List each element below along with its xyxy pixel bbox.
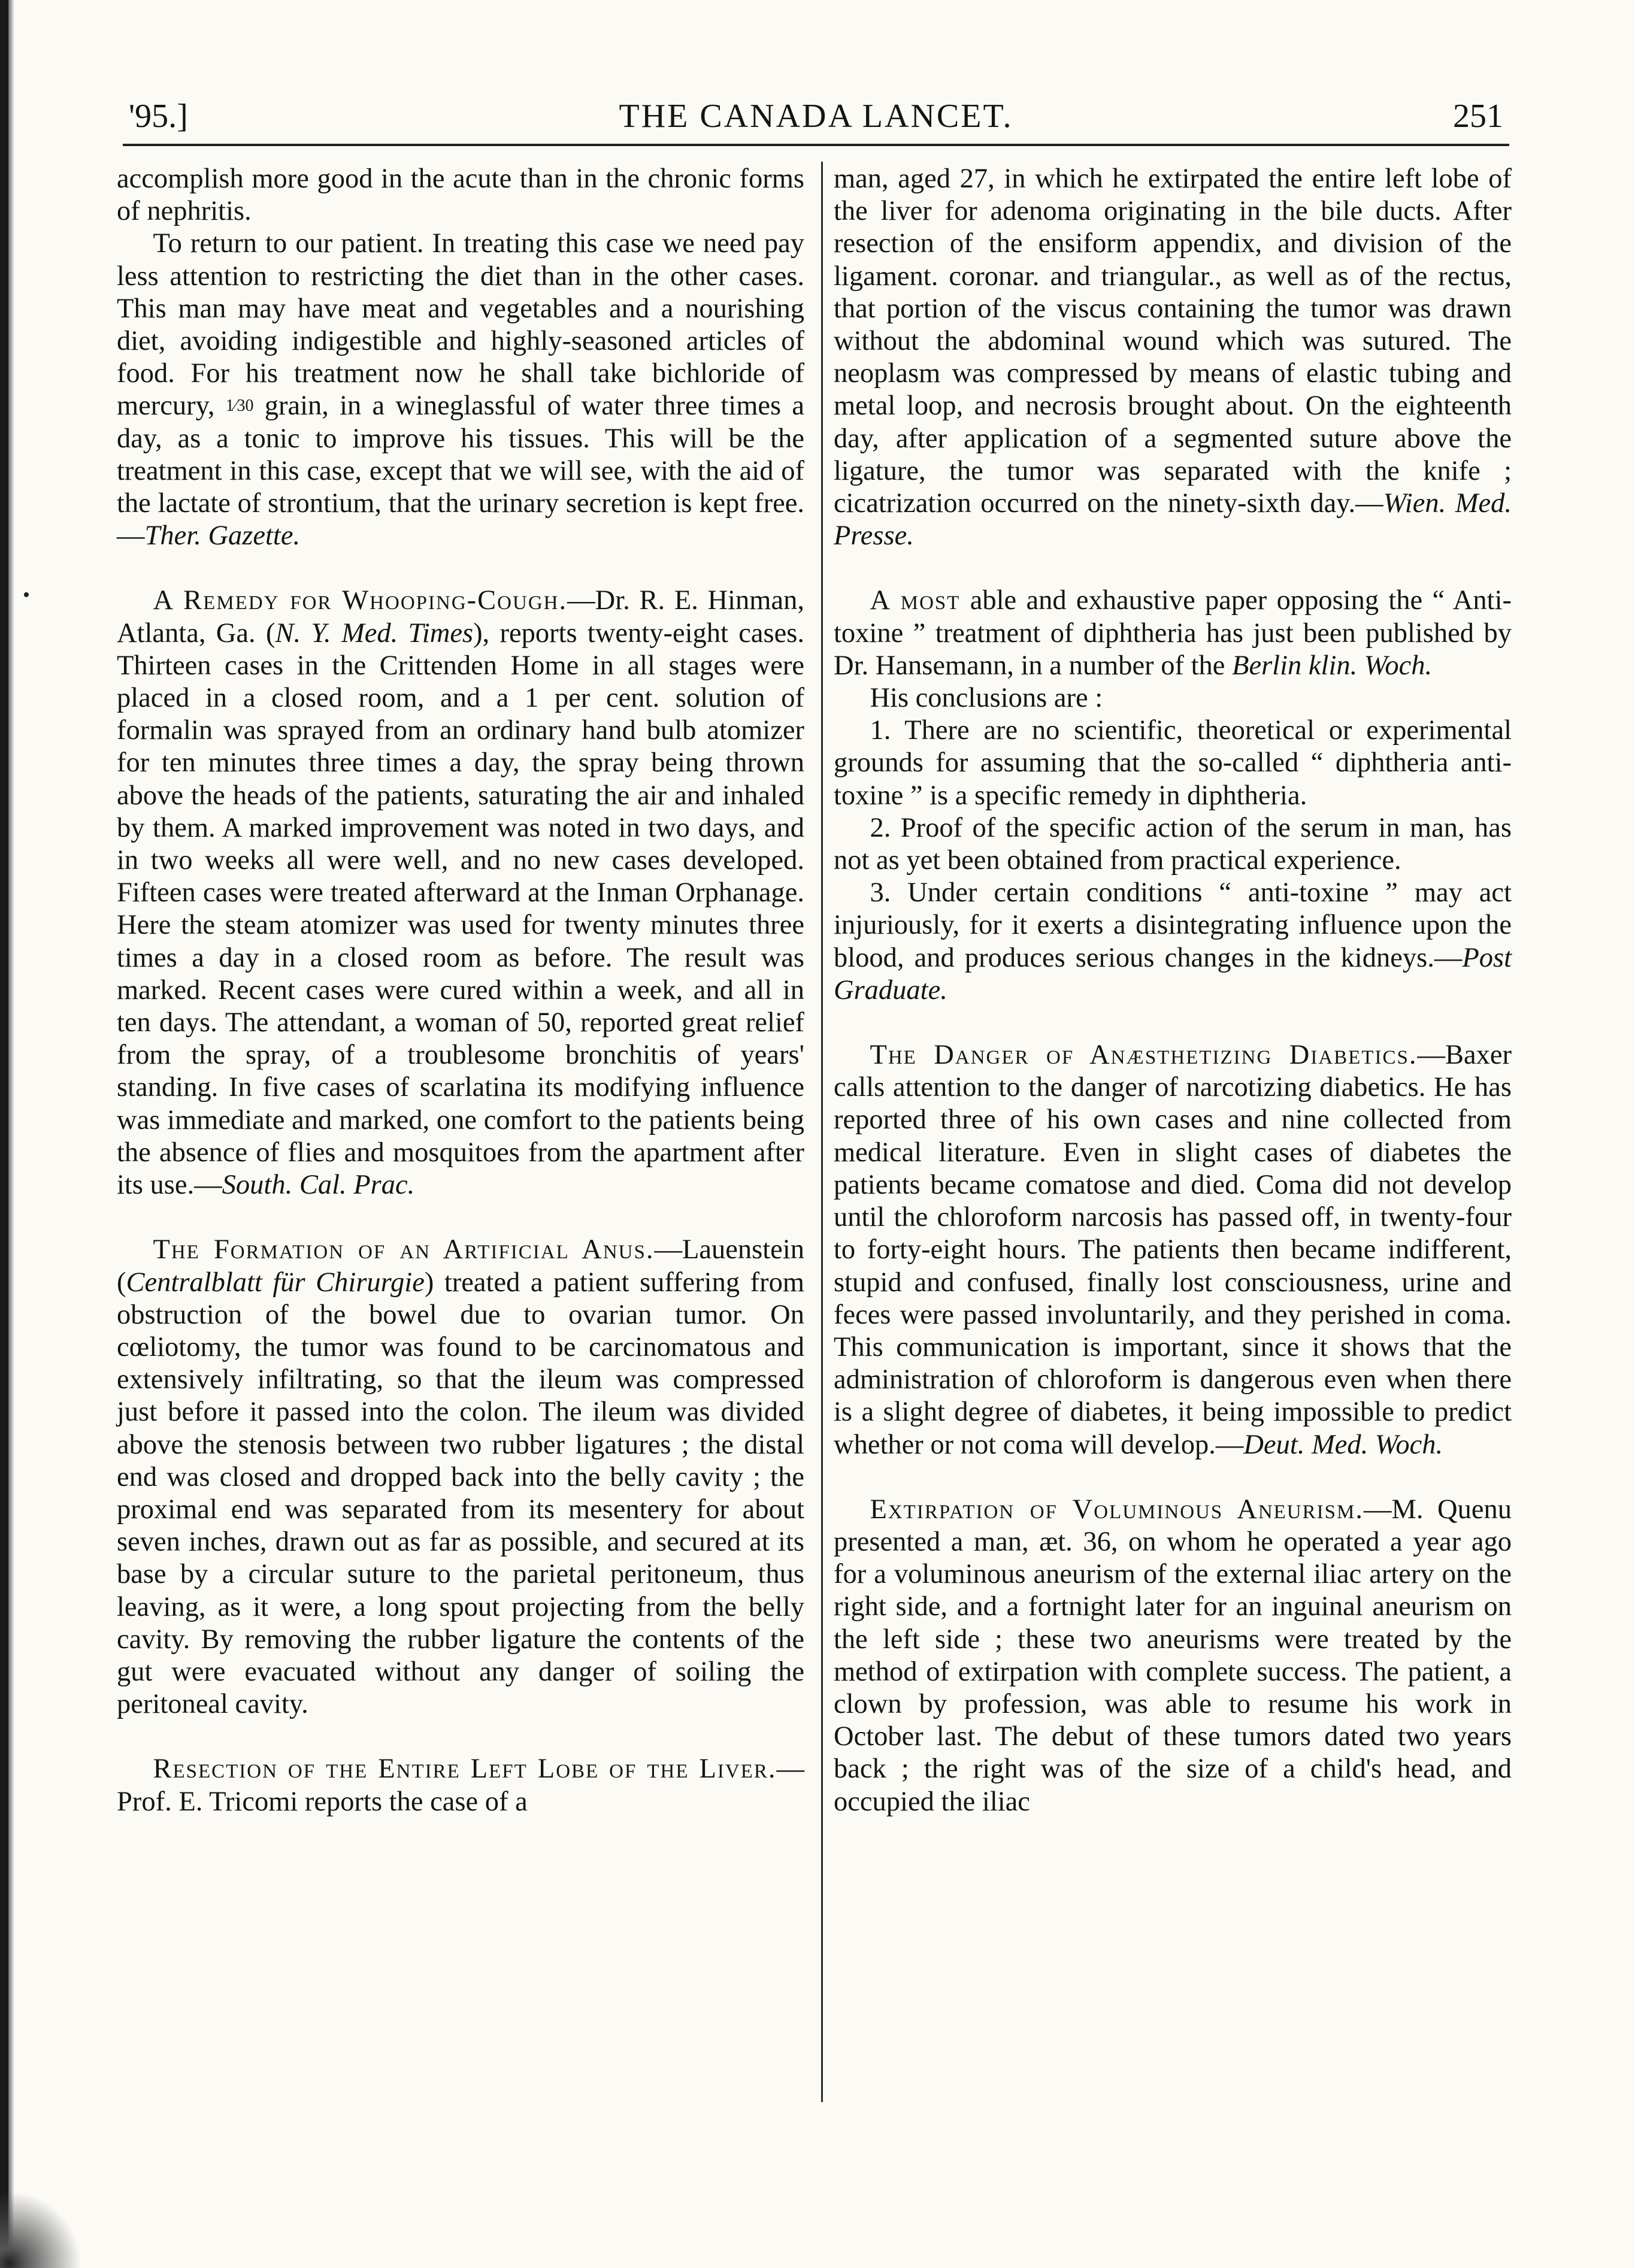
section-gap [834, 1461, 1512, 1494]
conclusion-item: 2. Proof of the specific action of the serum in man, has not as yet been obtained from practical experience. [834, 812, 1512, 876]
fraction: 1⁄30 [225, 396, 254, 416]
header-year: '95.] [129, 98, 188, 135]
source-citation: South. Cal. Prac. [222, 1170, 415, 1201]
article-anaesthetizing-diabetics [834, 1039, 1512, 1461]
article-voluminous-aneurism [834, 1494, 1512, 1818]
section-gap [117, 1721, 804, 1753]
section-gap [117, 552, 804, 585]
page-number: 251 [1453, 98, 1503, 135]
text-run: ), reports twenty-eight cases. Thirteen cases in the Crittenden Home in all stages were placed in a closed room, and a 1 per cent. solution of formalin was sprayed from an ordinary hand bulb atomizer for ten minutes three times a day, the spray being thrown above the heads of the patients, saturating the air and inhaled by them. A marked improvement was noted in two days, and in two weeks all were well, and no new cases developed. Fifteen cases were treated afterward at the Inman Orphanage. Here the steam atomizer was used for twenty minutes three times a day in a closed room as before. The result was marked. Recent cases were cured within a week, and all in ten days. The attendant, a woman of 50, reported great relief from the spray, of a troublesome bronchitis of years' standing. In five cases of scarlatina its modifying influence was immediate and marked, one comfort to the patients being the absence of flies and mosquitoes from the apartment after its use.— [117, 617, 804, 1201]
source-citation: Ther. Gazette. [144, 520, 301, 552]
right-column [834, 163, 1512, 1818]
text-run: grain, in a wineglassful of water three times a day, as a tonic to improve his tissues. This will be the treatment in this case, except that we will see, with the aid of the lactate of strontium, that the urinary secretion is kept free.— [117, 390, 804, 552]
section-gap [834, 1007, 1512, 1039]
paragraph: accomplish more good in the acute than in the chronic forms of nephritis. [117, 163, 804, 227]
column-rule [821, 162, 823, 2102]
section-gap [834, 552, 1512, 585]
article-title: A Remedy for Whooping-Cough. [153, 585, 568, 616]
text-run: —M. Quenu presented a man, æt. 36, on whom he operated a year ago for a voluminous aneurism of the external iliac artery on the right side, and a fortnight later for an inguinal aneurism on the left side ; these two aneurisms were treated by the method of extirpation with complete success. The patient, a clown by profession, was able to resume his work in October last. The debut of these tumors dated two years back ; the right was of the size of a child's head, and occupied the iliac [834, 1494, 1512, 1817]
paragraph [834, 163, 1512, 552]
text-run: —Lauenstein ( [117, 1234, 804, 1298]
article-title: The Formation of an Artificial Anus. [153, 1234, 655, 1265]
text-run: 3. Under certain conditions “ anti-toxine ” may act injuriously, for it exerts a disintegrating influence upon the blood, and produces serious changes in the kidneys.— [834, 877, 1512, 973]
source-citation: Post Graduate. [834, 942, 1512, 1006]
conclusion-item: 1. There are no scientific, theoretical or experimental grounds for assuming that the so-called “ diphtheria anti-toxine ” is a specific remedy in diphtheria. [834, 715, 1512, 811]
paragraph: His conclusions are : [870, 683, 1103, 714]
scan-smudge [0, 2178, 90, 2268]
section-gap [117, 1201, 804, 1234]
journal-citation: Centralblatt für Chirurgie [126, 1267, 425, 1298]
journal-citation: Berlin klin. Woch. [1232, 650, 1433, 681]
margin-mark: • [23, 584, 30, 606]
paragraph [117, 228, 804, 552]
scan-edge-shadow [0, 0, 8, 2268]
scan-edge-gradient [8, 0, 14, 2268]
source-citation: Wien. Med. Presse. [834, 488, 1512, 552]
journal-citation: N. Y. Med. Times [275, 617, 474, 649]
running-header [123, 90, 1509, 146]
text-run: ) treated a patient suffering from obstruction of the bowel due to ovarian tumor. On cœliotomy, the tumor was found to be carcinomatous and extensively infiltrating, so that the ileum was compressed just before it passed into the colon. The ileum was divided above the stenosis between two rubber ligatures ; the distal end was closed and dropped back into the belly cavity ; the proximal end was separated from its mesentery for about seven inches, drawn out as far as possible, and secured at its base by a circular suture to the parietal peritoneum, thus leaving, as it were, a long spout projecting from the belly cavity. By removing the rubber ligature the contents of the gut were evacuated without any danger of soiling the peritoneal cavity. [117, 1267, 804, 1720]
text-run: man, aged 27, in which he extirpated the entire left lobe of the liver for adenoma originating in the bile ducts. After resection of the ensiform appendix, and division of the ligament. coronar. and triangular., as well as of the rectus, that portion of the viscus containing the tumor was drawn without the abdominal wound which was sutured. The neoplasm was compressed by means of elastic tubing and metal loop, and necrosis brought about. On the eighteenth day, after application of a segmented suture above the ligature, the tumor was separated with the knife ; cicatrization occurred on the ninety-sixth day.— [834, 163, 1512, 519]
article-title: Resection of the Entire Left Lobe of the Liver. [153, 1754, 777, 1785]
article-liver-resection [117, 1753, 804, 1818]
text-run: —Baxer calls attention to the danger of narcotizing diabetics. He has reported three of his own cases and nine collected from medical literature. Even in slight cases of diabetes the patients became comatose and died. Coma did not develop until the chloroform narcosis has passed off, in twenty-four to forty-eight hours. The patients then became indifferent, stupid and confused, finally lost consciousness, urine and feces were passed involuntarily, and they perished in coma. This communication is important, since it shows that the administration of chloroform is dangerous even when there is a slight degree of diabetes, it being impossible to predict whether or not coma will develop.— [834, 1040, 1512, 1460]
article-artificial-anus [117, 1234, 804, 1721]
article-title: Extirpation of Voluminous Aneurism. [870, 1494, 1364, 1525]
conclusion-item [834, 877, 1512, 1007]
article-title: The Danger of Anæsthetizing Diabetics. [870, 1040, 1418, 1071]
text-run: —Prof. E. Tricomi reports the case of a [117, 1754, 804, 1817]
text-run: able and exhaustive paper opposing the “ Anti-toxine ” treatment of diphtheria has just been published by Dr. Hansemann, in a number of the [834, 585, 1512, 681]
journal-title: THE CANADA LANCET. [619, 98, 1013, 135]
article-remedy-whooping-cough [117, 585, 804, 1201]
text-run: —Dr. R. E. Hinman, Atlanta, Ga. ( [117, 585, 804, 649]
article-anti-toxine [834, 585, 1512, 682]
source-citation: Deut. Med. Woch. [1243, 1429, 1443, 1460]
lead-words: A most [870, 585, 961, 616]
text-run: To return to our patient. In treating this case we need pay less attention to restricting the diet than in the other cases. This man may have meat and vegetables and a nourishing diet, avoiding indigestible and highly-seasoned articles of food. For his treatment now he shall take bichloride of mercury, [117, 228, 804, 422]
left-column [117, 163, 804, 1818]
